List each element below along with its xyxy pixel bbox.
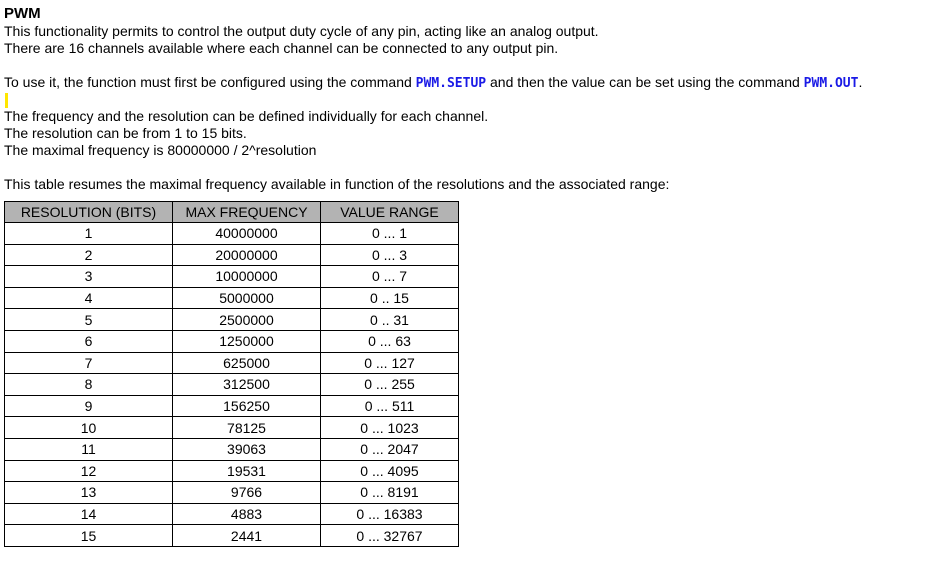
cell-value-range: 0 ... 7 bbox=[321, 266, 459, 288]
cell-max-frequency: 39063 bbox=[173, 438, 321, 460]
table-row bbox=[5, 352, 459, 374]
table-row bbox=[5, 503, 459, 525]
cell-max-frequency: 78125 bbox=[173, 417, 321, 439]
table-row bbox=[5, 374, 459, 396]
cell-resolution: 3 bbox=[5, 266, 173, 288]
pwm-out-command: PWM.OUT bbox=[803, 76, 859, 91]
cell-max-frequency: 625000 bbox=[173, 352, 321, 374]
cell-value-range: 0 ... 3 bbox=[321, 244, 459, 266]
cell-resolution: 7 bbox=[5, 352, 173, 374]
header-max-frequency: MAX FREQUENCY bbox=[173, 202, 321, 223]
cell-resolution: 6 bbox=[5, 330, 173, 352]
table-body bbox=[5, 223, 459, 547]
cell-value-range: 0 ... 63 bbox=[321, 330, 459, 352]
cell-max-frequency: 312500 bbox=[173, 374, 321, 396]
table-row bbox=[5, 482, 459, 504]
details-line-1: The frequency and the resolution can be defined individually for each channel. bbox=[4, 108, 489, 124]
table-row bbox=[5, 266, 459, 288]
cell-max-frequency: 40000000 bbox=[173, 223, 321, 245]
cell-value-range: 0 ... 32767 bbox=[321, 525, 459, 547]
header-value-range: VALUE RANGE bbox=[321, 202, 459, 223]
table-row bbox=[5, 525, 459, 547]
cell-value-range: 0 ... 1023 bbox=[321, 417, 459, 439]
table-row bbox=[5, 438, 459, 460]
header-resolution: RESOLUTION (BITS) bbox=[5, 202, 173, 223]
cell-value-range: 0 ... 16383 bbox=[321, 503, 459, 525]
cell-value-range: 0 ... 1 bbox=[321, 223, 459, 245]
cell-resolution: 15 bbox=[5, 525, 173, 547]
table-row bbox=[5, 417, 459, 439]
table-intro bbox=[4, 176, 919, 193]
cell-resolution: 5 bbox=[5, 309, 173, 331]
cell-resolution: 14 bbox=[5, 503, 173, 525]
cell-resolution: 1 bbox=[5, 223, 173, 245]
cell-resolution: 4 bbox=[5, 287, 173, 309]
usage-text-between: and then the value can be set using the command bbox=[486, 74, 804, 90]
cell-max-frequency: 5000000 bbox=[173, 287, 321, 309]
cell-max-frequency: 9766 bbox=[173, 482, 321, 504]
usage-paragraph bbox=[4, 74, 919, 92]
usage-text-before: To use it, the function must first be configured using the command bbox=[4, 74, 416, 90]
cell-resolution: 12 bbox=[5, 460, 173, 482]
cell-max-frequency: 2441 bbox=[173, 525, 321, 547]
cell-resolution: 13 bbox=[5, 482, 173, 504]
cell-max-frequency: 2500000 bbox=[173, 309, 321, 331]
table-row bbox=[5, 460, 459, 482]
document-page bbox=[4, 4, 919, 547]
table-row bbox=[5, 223, 459, 245]
table-row bbox=[5, 287, 459, 309]
table-row bbox=[5, 309, 459, 331]
text-cursor-marker bbox=[5, 93, 8, 108]
pwm-setup-command: PWM.SETUP bbox=[415, 76, 487, 91]
cell-max-frequency: 4883 bbox=[173, 503, 321, 525]
cell-resolution: 8 bbox=[5, 374, 173, 396]
cell-value-range: 0 ... 511 bbox=[321, 395, 459, 417]
cell-max-frequency: 10000000 bbox=[173, 266, 321, 288]
cell-value-range: 0 ... 255 bbox=[321, 374, 459, 396]
cell-max-frequency: 19531 bbox=[173, 460, 321, 482]
table-row bbox=[5, 330, 459, 352]
cell-value-range: 0 .. 31 bbox=[321, 309, 459, 331]
details-line-3: The maximal frequency is 80000000 / 2^resolution bbox=[4, 142, 317, 158]
cell-value-range: 0 ... 8191 bbox=[321, 482, 459, 504]
details-paragraph bbox=[4, 108, 919, 159]
intro-line-2: There are 16 channels available where each channel can be connected to any output pin. bbox=[4, 40, 559, 56]
cell-max-frequency: 20000000 bbox=[173, 244, 321, 266]
table-row bbox=[5, 244, 459, 266]
usage-text-after: . bbox=[858, 74, 863, 90]
cell-resolution: 11 bbox=[5, 438, 173, 460]
cell-value-range: 0 .. 15 bbox=[321, 287, 459, 309]
cell-value-range: 0 ... 2047 bbox=[321, 438, 459, 460]
cell-value-range: 0 ... 127 bbox=[321, 352, 459, 374]
cell-resolution: 10 bbox=[5, 417, 173, 439]
cell-value-range: 0 ... 4095 bbox=[321, 460, 459, 482]
cell-resolution: 9 bbox=[5, 395, 173, 417]
details-line-2: The resolution can be from 1 to 15 bits. bbox=[4, 125, 247, 141]
table-intro-text: This table resumes the maximal frequency available in function of the resolutions and the associated range: bbox=[4, 176, 670, 192]
cell-max-frequency: 156250 bbox=[173, 395, 321, 417]
table-header-row bbox=[5, 202, 459, 223]
table-row bbox=[5, 395, 459, 417]
cell-resolution: 2 bbox=[5, 244, 173, 266]
cell-max-frequency: 1250000 bbox=[173, 330, 321, 352]
intro-line-1: This functionality permits to control the output duty cycle of any pin, acting like an analog output. bbox=[4, 23, 599, 39]
page-title: PWM bbox=[4, 5, 41, 22]
intro-paragraph bbox=[4, 23, 919, 57]
usage-line bbox=[4, 74, 919, 92]
resolution-table bbox=[4, 201, 459, 547]
